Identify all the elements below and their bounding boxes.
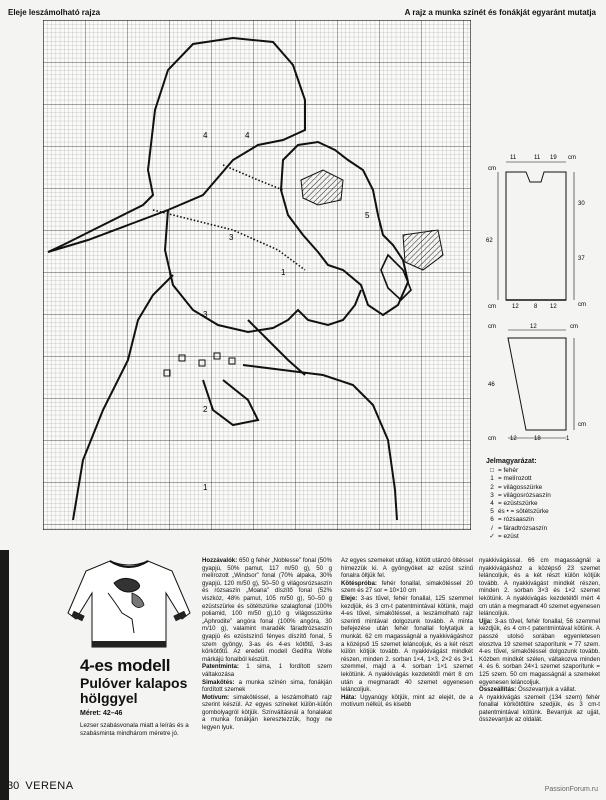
- legend-item: [486, 525, 602, 533]
- chart-label-5: 2: [203, 405, 208, 414]
- legend-item: [486, 492, 602, 500]
- legend-text: = világosszürke: [498, 483, 543, 491]
- paragraph-heading: Háta:: [341, 693, 357, 701]
- legend-item: [486, 475, 602, 483]
- paragraph-text: Ugyanúgy kötjük, mint az elejét, de a motívum nélkül, és kisebb: [341, 693, 473, 709]
- sleeve-side-dim-2: cm: [578, 422, 586, 428]
- paragraph-heading: Eleje:: [341, 594, 358, 602]
- legend-title: Jelmagyarázat:: [486, 458, 537, 465]
- body-side-dim-3: 62: [486, 238, 493, 244]
- body-bottom-dim-4: 12: [550, 304, 557, 310]
- paragraph: [479, 686, 600, 694]
- chart-label-3: 3: [229, 233, 234, 242]
- legend-text: = melírozott: [498, 475, 532, 483]
- pattern-schematics: [486, 150, 602, 442]
- sleeve-side-dim-1: 46: [488, 382, 495, 388]
- body-side-dim-5: cm: [578, 302, 586, 308]
- legend-text: = ezüst: [498, 532, 519, 540]
- model-title: 4-es modell: [80, 656, 171, 675]
- legend-item: [486, 508, 602, 516]
- sleeve-bottom-dim-3: 18: [534, 436, 541, 442]
- sleeve-bottom-dim-1: cm: [488, 436, 496, 442]
- header-left: Eleje leszámolható rajza: [8, 8, 101, 17]
- paragraph: [479, 618, 600, 686]
- body-bottom-dim-1: cm: [488, 304, 496, 310]
- paragraph-text: 3-as tűvel, fehér fonallal, 125 szemmel kezdjük, és 3 cm-t patentmintával kötünk, majd 4-es tűvel, simakötéssel, a leszámolható rajz szerinti mintával dolgozunk tovább. A minta befejezése után fehér fonallal folytatjuk a munkát. 62 cm magasságnál a nyakkivágáshoz a középső 15 szemet leláncoljuk, és a két részt külön kötjük tovább. A nyakkivágást mindkét részen, minden 2. sorban 1×4, 1×3, 2×2 és 3×1 szemmel, majd a 4. sorban 1×1 szemet lekötünk. A nyakkivágás kezdetétől mért 8 cm után a megmaradt 40 szemet egyenesen leláncoljuk.: [341, 594, 473, 694]
- legend-key: 6: [490, 516, 494, 524]
- watermark: PassionForum.ru: [544, 786, 598, 793]
- body-top-dim-2: 11: [534, 155, 541, 161]
- paragraph: [341, 580, 473, 595]
- legend-item: [486, 516, 602, 524]
- paragraph: [202, 694, 332, 732]
- model-subtitle: Pulóver kalapos hölggyel: [80, 675, 188, 706]
- paragraph-heading: Kötéspróba:: [341, 579, 377, 587]
- paragraph: [341, 694, 473, 709]
- paragraph-heading: Simakötés:: [202, 678, 235, 686]
- paragraph: [341, 557, 473, 580]
- chart-label-1: 4: [203, 131, 208, 140]
- paragraph: [479, 694, 600, 724]
- model-description: Lezser szabásvonala miatt a leírás és a szabásminta mindhárom méretre jó.: [80, 722, 189, 737]
- legend-key: 1: [490, 475, 494, 483]
- chart-label-4: 3: [203, 310, 208, 319]
- page-edge-strip: [0, 550, 9, 800]
- text-column-3: [479, 557, 600, 724]
- paragraph: [202, 663, 332, 678]
- model-size: Méret: 42–46: [80, 710, 123, 717]
- body-top-dim-4: cm: [568, 155, 576, 161]
- schematic-dim-labels: [486, 155, 586, 442]
- footer: [7, 780, 74, 792]
- legend-text: = rózsaaszin: [498, 516, 535, 524]
- sleeve-top-dim-3: cm: [570, 324, 578, 330]
- legend-item: [486, 484, 602, 492]
- sweater-drawing: [62, 553, 196, 651]
- legend-text: és • = sötétszürke: [498, 508, 549, 516]
- chart-label-2: 5: [365, 211, 370, 220]
- legend-text: = fehér: [498, 467, 519, 475]
- chart-label-8: 4: [245, 131, 250, 140]
- paragraph-text: nyakkivágással. 66 cm magasságnál a nyakkivágáshoz a középső 23 szemet leláncoljuk, és a két részt külön kötjük tovább. A nyakkivágást mindkét részen, minden 2. sorban 3×3 és 1×2 szemet lekötünk. A nyakkivágás kezdetétől mért 4 cm után a megmaradt 40 szemet egyenesen leláncoljuk.: [479, 557, 600, 618]
- chart-grid: [43, 20, 471, 530]
- paragraph: [341, 595, 473, 694]
- paragraph-text: a munka színén sima, fonákján fordított szemek: [202, 678, 332, 694]
- knitting-chart: [43, 20, 471, 530]
- legend-item: [486, 467, 602, 475]
- paragraph-text: 1 sima, 1 fordított szem váltakozása: [202, 663, 332, 678]
- sleeve-bottom-dim-2: 12: [510, 436, 517, 442]
- paragraph-text: 3-as tűvel, fehér fonallal, 56 szemmel kezdjük, és 4 cm-t patentmintával kötünk. A passzé utolsó sorában egyenletesen elosztva 19 szemet szaporítunk = 77 szem. 4-es tűvel, simakötéssel dolgozunk tovább. Közben mindkét szélen, váltakozva minden 4. és 6. sorban 24×1 szemet szaporítunk = 125 szem. 50 cm magasságnál a szemeket egyenesen leláncoljuk.: [479, 617, 600, 686]
- legend-key: ✓: [489, 532, 495, 540]
- legend-text: = világosrózsaszín: [498, 491, 551, 499]
- sleeve-bottom-dim-4: 1: [566, 436, 570, 442]
- header-right: A rajz a munka színét és fonákját egyaránt mutatja: [404, 8, 596, 17]
- sleeve-piece-outline: [508, 338, 566, 430]
- body-side-dim-4: 37: [578, 256, 585, 262]
- body-top-dim-3: 19: [550, 155, 557, 161]
- paragraph-text: simakötéssel, a leszámolható rajz szerint készül. Az egyes színeket külön-külön gombolyagról kötjük. Színváltásnál a fonalakat a munka fonákján keresztezzük, hogy ne legyen lyuk.: [202, 693, 332, 732]
- text-column-2: [341, 557, 473, 709]
- paragraph-heading: Motívum:: [202, 693, 230, 701]
- paragraph-heading: Ujja:: [479, 617, 493, 625]
- magazine-brand: VERENA: [25, 780, 74, 792]
- paragraph-text: Az egyes szemeket utólag, kötött utánzó öltéssel hímezzük ki. A gyöngyöket az ezüst színű fonalra öltjük fel.: [341, 557, 473, 580]
- paragraph-heading: Összeállítás:: [479, 686, 517, 694]
- paragraph-text: Összevarrjuk a vállat.: [516, 686, 577, 694]
- legend-item: [486, 500, 602, 508]
- paragraph-heading: Hozzávalók:: [202, 557, 238, 564]
- body-bottom-dim-3: 8: [534, 304, 538, 310]
- legend-text: = ezüstszürke: [498, 500, 538, 508]
- paragraph-text: A nyakkivágás szemeit (134 szem) fehér fonallal körkötőtűre szedjük, és 3 cm-t patentmintával kötünk. Bevarrjuk az ujját, összevarrjuk az oldalát.: [479, 693, 600, 724]
- paragraph: [479, 557, 600, 618]
- body-piece-outline: [506, 172, 566, 300]
- body-side-dim-2: 30: [578, 201, 585, 207]
- body-side-dim-1: cm: [488, 166, 496, 172]
- chart-label-6: 1: [203, 483, 208, 492]
- paragraph-text: fehér fonallal, simakötéssel 20 szem és 27 sor = 10×10 cm: [341, 579, 473, 595]
- sleeve-top-dim-2: 12: [530, 324, 537, 330]
- legend-key: □: [490, 467, 494, 475]
- sleeve-top-dim-1: cm: [488, 324, 496, 330]
- legend-items: [486, 467, 602, 541]
- legend-key: /: [491, 524, 493, 532]
- paragraph-text: 650 g fehér „Noblesse” fonal (50% gyapjú, 50% pamut, 117 m/50 g), 50 g melírozott „Windsor” fonal (70% alpaka, 30% gyapjú, 120 m/50 g), 50–50 g világosrózsaszín és rózsaszín „Moana” díszítő fonal (52% viszkóz, 48% pamut, 105 m/50 g), 50–50 g ezüstszürke és sötétszürke szalagfonal (100% poliamid, 100 m/50 g),10 g világosszürke „Aphrodite” angóra fonal (100% angóra, 30 m/10 g), valamint maradék fáradtrózsaszín gyapjú és ezüstszínű fényes díszítő fonal, 5 szem gyöngy, 3-as és 4-es kötőtű, 3-as körkötőtű. Az eredeti modell Gedifra Wolle márkájú fonalból készült.: [202, 557, 332, 663]
- legend-text: = fáradtrózsaszín: [498, 524, 548, 532]
- sweater-illustration: [62, 553, 196, 651]
- body-top-dim-1: 11: [510, 155, 517, 161]
- paragraph: [202, 679, 332, 694]
- page-number: 30: [7, 780, 20, 792]
- text-column-1: [202, 557, 332, 732]
- schematic-svg: [486, 150, 602, 442]
- legend-item: [486, 533, 602, 541]
- legend: [486, 458, 602, 541]
- legend-key: 2: [490, 483, 494, 491]
- paragraph: [202, 557, 332, 663]
- legend-key: 5: [490, 508, 494, 516]
- paragraph-heading: Patentminta:: [202, 663, 239, 671]
- legend-key: 4: [490, 500, 494, 508]
- legend-key: 3: [490, 491, 494, 499]
- body-bottom-dim-2: 12: [512, 304, 519, 310]
- chart-label-7: 1: [281, 268, 286, 277]
